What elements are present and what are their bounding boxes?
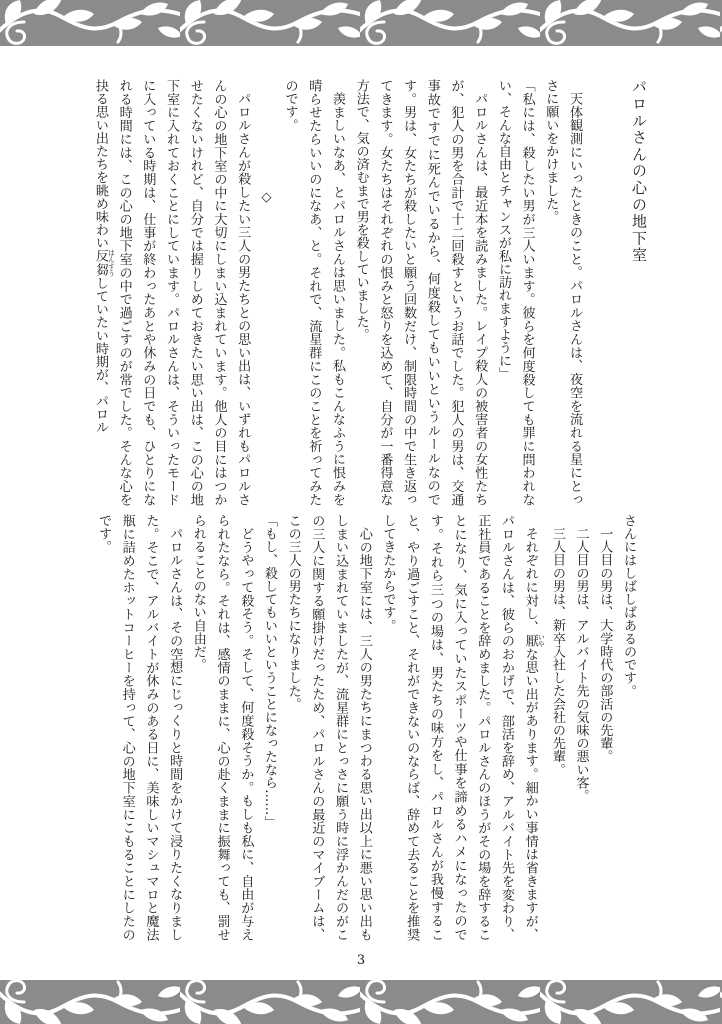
paragraph-continuation: さんにはしばしばあるのです。 (621, 514, 636, 698)
text-block-top (80, 79, 586, 506)
top-border-decoration (0, 0, 722, 46)
text-block-bottom (92, 514, 640, 941)
bottom-border-decoration (0, 980, 722, 1024)
paragraph: 二人目の男は、アルバイト先の気味の悪い客。 (573, 527, 589, 803)
page-number: 3 (356, 953, 366, 968)
paragraph: どうやって殺そう。そして、何度殺そうか。もしも私に、自由が与えられたなら。それは、感情のままに、心の赴くままに振舞っても、罰せられることのない自由だ。 (190, 514, 254, 941)
paragraph: それぞれに対し、厭 いやな思い出があります。細かい事情は省きますが、パロルさんは、彼らのおかげで、部活を辞め、アルバイト先を変わり、正社員であることを辞めました。パロルさんのほうがその場を辞することになり、気に入っていたスポーツや仕事を諦めるハメになったのです。それら三つの場は、男たちの味方をし、パロルさんが我慢すること、やり過ごすこと、それができないのならば、辞めて去ることを推奨してきたからです。 (380, 514, 546, 941)
paragraph: 一人目の男は、大学時代の部活の先輩。 (597, 527, 613, 763)
paragraph: 三人目の男は、新卒入社した会社の先輩。 (549, 527, 565, 776)
paragraph-quote: 「私には、殺したい男が三人います。彼らを何度殺しても罪に問われない、そんな自由とチャンスが私に訪れますように」 (495, 79, 535, 506)
paragraph-quote: 「もし、殺してもいいということになったなら……」 (261, 514, 277, 829)
paragraph: パロルさんは、その空想にじっくりと時間をかけて浸りたくなりました。そこで、アルバイトが休みのある日に、美味しいマシュマロと魔法瓶に詰めたホットコーヒーを持って、心の地下室にこもることにしたのです。 (96, 514, 183, 941)
paragraph: 羨ましいなあ、とパロルさんは思いました。私もこんなふうに恨みを晴らせたらいいのになあ、と。それで、流星群にこのことを祈ってみたのです。 (282, 79, 345, 506)
paragraph: パロルさんが殺したい三人の男たちとの思い出は、いずれもパロルさんの心の地下室の中に大切にしまい込まれています。他人の目にはつかせたくないけれど、自分では握りしめておきたい思い出は、この心の地下室に入れておくことにしています。パロルさんは、そういったモードに入っている時期は、仕事が終わったあとや休みの日でも、ひとりになれる時間には、この心の地下室の中で過ごすのが常でした。そんな心を抉る思い出たちを眺め味わい反芻 はんすうしていたい時期が、パロル (92, 79, 251, 506)
section-separator: ◇ (258, 190, 274, 206)
page-title: パロルさんの心の地下室 (630, 79, 648, 264)
paragraph: 心の地下室には、三人の男たちにまつわる思い出以上に悪い思い出もしまい込まれていましたが、流星群にとっさに願う時に浮かんだのがこの三人に関する願掛けだったため、パロルさんの最近のマイブームは、この三人の男たちになりました。 (285, 514, 372, 941)
vine-leaf-border-icon (0, 0, 722, 46)
paragraph: パロルさんは、最近本を読みました。レイプ殺人の被害者の女性たちが、犯人の男を合計で十二回殺すというお話でした。犯人の男は、交通事故ですでに死んでいるから、何度殺してもいいというルールなのです。男は、女たちが殺したいと願う回数だけ、制限時間の中で生き返ってきます。女たちはそれぞれの恨みと怒りを込めて、自分が一番得意な方法で、気の済むまで男を殺していました。 (353, 79, 488, 506)
vine-leaf-border-icon (0, 980, 722, 1024)
paragraph: 天体観測にいったときのこと。パロルさんは、夜空を流れる星にとっさに願いをかけました。 (543, 79, 582, 506)
